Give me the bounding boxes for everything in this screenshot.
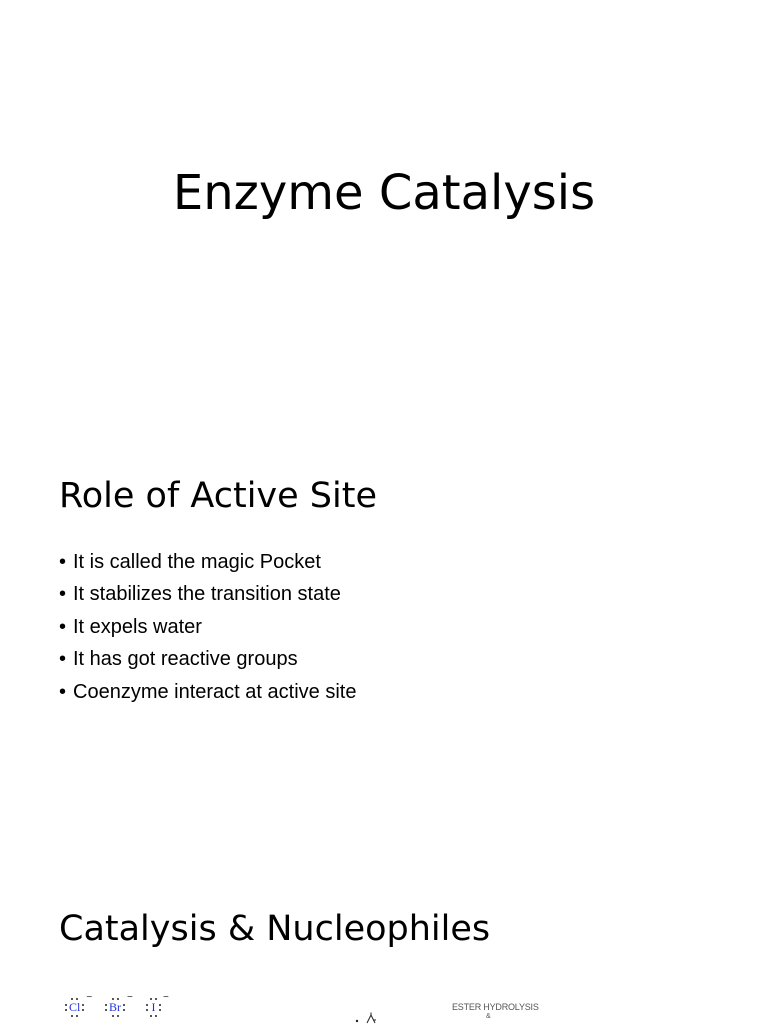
bullet-text: It stabilizes the transition state	[73, 583, 341, 606]
bullet-item	[59, 546, 659, 578]
electron-dot	[65, 1004, 67, 1006]
bromide-ion	[103, 992, 133, 1017]
lone-pair-right	[159, 1004, 161, 1011]
bullet-mark: •	[59, 615, 67, 638]
electron-dot	[150, 1015, 152, 1017]
electron-dot	[117, 1015, 119, 1017]
electron-dot	[105, 1009, 107, 1011]
lone-pair-right	[82, 1004, 84, 1011]
bullet-item	[59, 643, 659, 675]
bullet-mark: •	[59, 551, 67, 573]
figure-caption-ampersand: &	[486, 1013, 491, 1020]
electron-dot	[155, 1015, 157, 1017]
electron-dot	[146, 1004, 148, 1006]
bullet-text: It expels water	[73, 615, 202, 638]
electron-dot	[71, 1015, 73, 1017]
ion-core	[109, 998, 121, 1017]
bullet-text: Coenzyme interact at active site	[73, 680, 357, 703]
bullet-item	[59, 578, 659, 610]
ion-core	[69, 998, 80, 1017]
ion-symbol: Br	[109, 999, 121, 1014]
ion-charge: −	[163, 992, 169, 1003]
lone-pair-right	[123, 1004, 125, 1011]
bullet-mark: •	[59, 583, 67, 606]
molecule-fragment-figure	[354, 1012, 380, 1024]
electron-dot	[76, 1015, 78, 1017]
electron-dot	[82, 1004, 84, 1006]
lone-pair-bottom	[71, 1015, 78, 1017]
slide-heading-nucleophiles: Catalysis & Nucleophiles	[59, 909, 491, 949]
iodide-ion	[144, 992, 169, 1017]
ion-symbol: Cl	[69, 999, 81, 1014]
bullet-mark: •	[59, 648, 67, 671]
ion-core	[150, 998, 157, 1017]
lone-pair-left	[146, 1004, 148, 1011]
electron-dot	[159, 1004, 161, 1006]
electron-dot	[123, 1004, 125, 1006]
electron-dot	[123, 1009, 125, 1011]
electron-dot	[105, 1004, 107, 1006]
lone-pair-left	[105, 1004, 107, 1011]
electron-dot	[159, 1009, 161, 1011]
ion-charge: −	[127, 992, 133, 1003]
lone-pair-bottom	[112, 1015, 119, 1017]
bullet-text: It has got reactive groups	[73, 648, 298, 671]
electron-dot	[112, 1015, 114, 1017]
electron-dot	[146, 1009, 148, 1011]
slide-title: Enzyme Catalysis	[172, 165, 596, 221]
ion-charge: −	[86, 992, 93, 1003]
bullet-item	[59, 611, 659, 643]
electron-dot	[82, 1009, 84, 1011]
bullet-text: It is called the magic Pocket	[73, 551, 321, 573]
figure-caption-title: ESTER HYDROLYSIS	[452, 1002, 539, 1012]
lone-pair-bottom	[150, 1015, 157, 1017]
bullet-list	[59, 546, 659, 708]
electron-dot	[65, 1009, 67, 1011]
bullet-item	[59, 676, 659, 708]
slide-heading-active-site: Role of Active Site	[59, 476, 377, 516]
lone-pair-left	[65, 1004, 67, 1011]
chloride-ion	[63, 992, 93, 1017]
bullet-mark: •	[59, 680, 67, 703]
ion-symbol: I	[151, 999, 156, 1014]
